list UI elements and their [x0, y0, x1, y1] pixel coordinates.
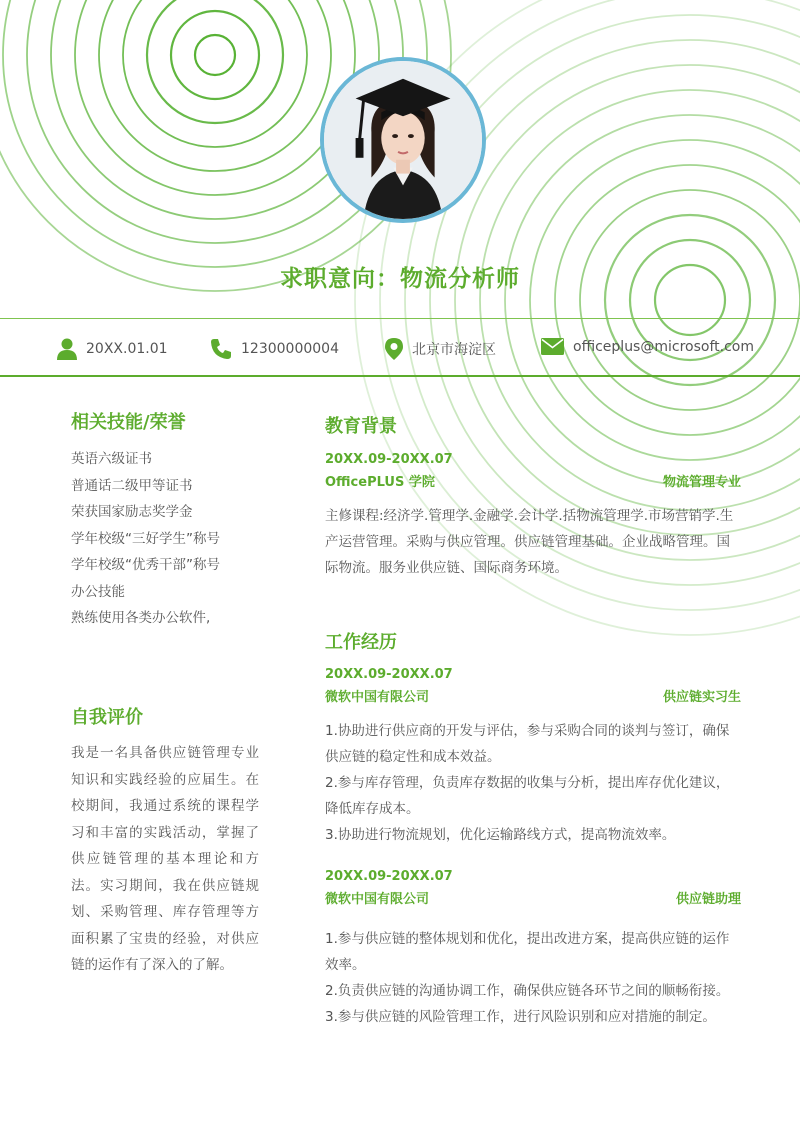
decor-ring	[123, 0, 307, 147]
avatar	[320, 57, 486, 223]
company-name: 微软中国有限公司	[325, 690, 430, 705]
job-date: 20XX.09-20XX.07	[325, 869, 453, 884]
job-title: 求职意向：物流分析师	[280, 266, 520, 292]
list-item: 英语六级证书	[71, 451, 152, 467]
decor-ring	[147, 0, 283, 123]
major: 物流管理专业	[662, 475, 741, 490]
duty-item: 1.协助进行供应商的开发与评估，参与采购合同的谈判与签订，确保供应链的稳定性和成本效益。	[325, 723, 730, 765]
company-name: 微软中国有限公司	[325, 892, 430, 907]
job-header	[325, 686, 741, 710]
decor-ring	[75, 0, 355, 195]
job-block-2	[325, 866, 741, 1030]
birth-date: 20XX.01.01	[86, 341, 168, 357]
contact-location	[385, 338, 496, 360]
self-eval-text: 我是一名具备供应链管理专业知识和实践经验的应届生。在校期间，我通过系统的课程学习和丰富的实践活动，掌握了供应链管理的基本理论和方法。实习期间，我在供应链规划、采购管理、库存管理等方面积累了宝贵的经验，对供应链的运作有了深入的了解。	[71, 745, 259, 973]
list-item: 荣获国家励志奖学金	[71, 504, 193, 520]
decor-ring	[171, 11, 259, 99]
decor-ring	[505, 115, 800, 485]
decor-ring	[195, 35, 235, 75]
list-item: 学年校级“优秀干部”称号	[71, 557, 220, 573]
education-date: 20XX.09-20XX.07	[325, 452, 453, 467]
contact-phone	[210, 338, 339, 360]
person-icon	[57, 338, 77, 360]
list-item: 学年校级“三好学生”称号	[71, 530, 220, 547]
list-item: 办公技能	[71, 583, 125, 600]
email: officeplus@microsoft.com	[573, 338, 754, 355]
location: 北京市海淀区	[412, 342, 496, 358]
decor-ring	[99, 0, 331, 171]
divider-bottom	[0, 375, 800, 377]
skills-list	[71, 446, 220, 632]
decor-ring	[555, 165, 800, 435]
graduate-photo	[324, 61, 482, 219]
education-header	[325, 471, 741, 495]
education-block	[325, 449, 741, 581]
duty-item: 2.参与库存管理，负责库存数据的收集与分析，提出库存优化建议，降低库存成本。	[325, 775, 730, 817]
duty-item: 3.参与供应链的风险管理工作，进行风险识别和应对措施的制定。	[325, 1009, 716, 1025]
contact-birth	[57, 338, 168, 360]
job-position: 供应链助理	[675, 892, 741, 907]
self-eval-title: 自我评价	[71, 707, 143, 728]
education-title: 教育背景	[325, 416, 397, 437]
decor-ring	[605, 215, 775, 385]
job-position: 供应链实习生	[662, 690, 741, 705]
location-pin-icon	[385, 338, 403, 360]
skills-title: 相关技能/荣誉	[71, 412, 186, 433]
phone-number: 12300000004	[241, 341, 339, 357]
duty-item: 2.负责供应链的沟通协调工作，确保供应链各环节之间的顺畅衔接。	[325, 983, 730, 999]
list-item: 普通话二级甲等证书	[71, 477, 193, 494]
duty-item: 1.参与供应链的整体规划和优化，提出改进方案，提高供应链的运作效率。	[325, 931, 730, 973]
decor-ring	[580, 190, 800, 410]
work-title: 工作经历	[325, 632, 397, 653]
contact-email	[541, 338, 754, 355]
job-header	[325, 888, 741, 912]
divider-top	[0, 318, 800, 319]
phone-icon	[210, 338, 232, 360]
duty-item: 3.协助进行物流规划，优化运输路线方式，提高物流效率。	[325, 827, 676, 843]
list-item: 熟练使用各类办公软件,	[71, 610, 211, 626]
decor-ring	[530, 140, 800, 460]
job-block-1	[325, 664, 741, 848]
decor-ring	[480, 90, 800, 510]
job-date: 20XX.09-20XX.07	[325, 667, 453, 682]
courses-text: 主修课程:经济学.管理学.金融学.会计学.括物流管理学.市场营销学.生产运营管理。采购与供应管理。供应链管理基础。企业战略管理。国际物流。服务业供应链、国际商务环境。	[325, 508, 734, 576]
envelope-icon	[541, 338, 564, 355]
school-name: OfficePLUS 学院	[325, 475, 435, 490]
